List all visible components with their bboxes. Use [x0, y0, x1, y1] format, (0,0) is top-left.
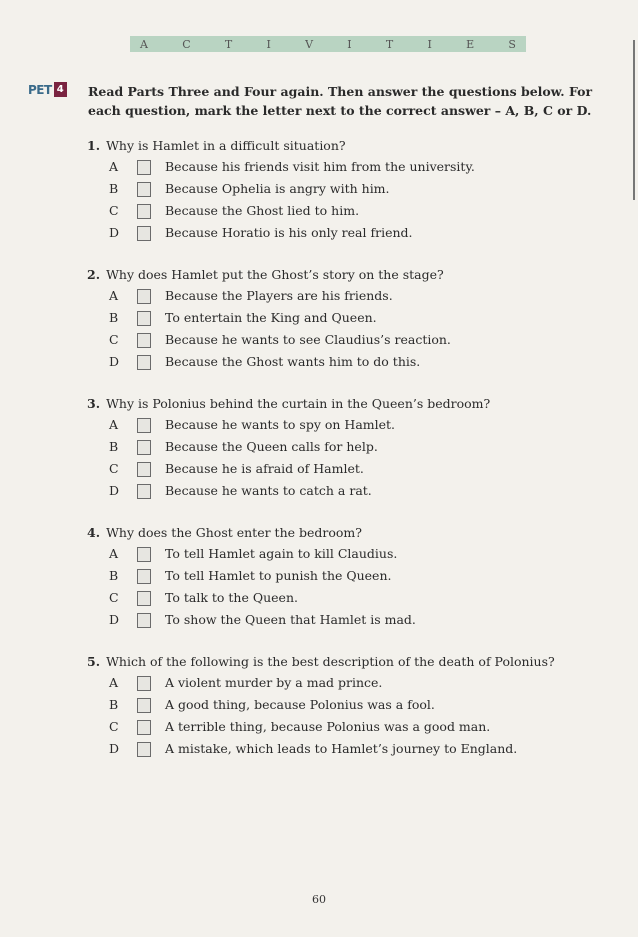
answer-option[interactable] [87, 738, 597, 760]
option-letter: C [109, 590, 119, 605]
answer-option[interactable] [87, 672, 597, 694]
answer-checkbox[interactable] [137, 742, 151, 757]
option-letter: C [109, 332, 119, 347]
answer-option[interactable] [87, 307, 597, 329]
banner-letter: I [347, 37, 352, 51]
banner-letter: I [266, 37, 271, 51]
answer-option[interactable] [87, 222, 597, 244]
option-text: A mistake, which leads to Hamlet’s journey to England. [165, 741, 518, 756]
question-number: 3. [87, 396, 101, 411]
banner-letter: T [224, 37, 233, 51]
banner-letter: T [385, 37, 394, 51]
answer-option[interactable] [87, 200, 597, 222]
option-text: Because he wants to see Claudius’s reaction. [165, 332, 451, 347]
option-text: To tell Hamlet again to kill Claudius. [165, 546, 398, 561]
question-5 [87, 652, 597, 760]
option-text: Because the Ghost lied to him. [165, 203, 360, 218]
answer-option[interactable] [87, 587, 597, 609]
option-text: Because his friends visit him from the university. [165, 159, 475, 174]
option-text: Because he wants to spy on Hamlet. [165, 417, 396, 432]
question-number: 4. [87, 525, 101, 540]
option-text: Because Horatio is his only real friend. [165, 225, 413, 240]
question-1 [87, 136, 597, 244]
answer-checkbox[interactable] [137, 311, 151, 326]
answer-option[interactable] [87, 414, 597, 436]
answer-checkbox[interactable] [137, 289, 151, 304]
question-text [87, 652, 597, 672]
option-text: A violent murder by a mad prince. [165, 675, 383, 690]
exercise-number-badge: 4 [54, 82, 67, 97]
banner-letter: V [305, 37, 314, 51]
option-letter: C [109, 203, 119, 218]
option-letter: D [109, 741, 120, 756]
answer-option[interactable] [87, 565, 597, 587]
banner-letter: I [427, 37, 432, 51]
option-letter: A [109, 159, 119, 174]
instructions-text: Read Parts Three and Four again. Then answer the questions below. For each question, mark the letter next to the correct answer – A, B, C or D. [88, 84, 593, 118]
option-text: To show the Queen that Hamlet is mad. [165, 612, 416, 627]
question-prompt: Why is Hamlet in a difficult situation? [106, 138, 346, 153]
question-text [87, 265, 597, 285]
option-text: Because the Queen calls for help. [165, 439, 378, 454]
answer-checkbox[interactable] [137, 333, 151, 348]
answer-option[interactable] [87, 716, 597, 738]
option-letter: D [109, 612, 120, 627]
option-letter: A [109, 417, 119, 432]
option-text: A terrible thing, because Polonius was a good man. [165, 719, 491, 734]
activities-banner [130, 36, 526, 52]
answer-option[interactable] [87, 178, 597, 200]
pet-badge-text: PET [28, 82, 52, 97]
answer-option[interactable] [87, 458, 597, 480]
option-letter: B [109, 568, 119, 583]
question-prompt: Which of the following is the best description of the death of Polonius? [106, 654, 555, 669]
option-text: To talk to the Queen. [165, 590, 298, 605]
option-text: To entertain the King and Queen. [165, 310, 377, 325]
question-number: 2. [87, 267, 101, 282]
question-prompt: Why does the Ghost enter the bedroom? [106, 525, 362, 540]
answer-option[interactable] [87, 156, 597, 178]
answer-option[interactable] [87, 329, 597, 351]
answer-checkbox[interactable] [137, 676, 151, 691]
answer-checkbox[interactable] [137, 182, 151, 197]
answer-checkbox[interactable] [137, 440, 151, 455]
option-text: Because he wants to catch a rat. [165, 483, 372, 498]
answer-option[interactable] [87, 351, 597, 373]
option-text: Because the Ghost wants him to do this. [165, 354, 421, 369]
option-letter: C [109, 719, 119, 734]
answer-option[interactable] [87, 694, 597, 716]
banner-letter: E [466, 37, 475, 51]
question-text [87, 136, 597, 156]
option-text: Because he is afraid of Hamlet. [165, 461, 364, 476]
option-text: To tell Hamlet to punish the Queen. [165, 568, 392, 583]
banner-letter: C [182, 37, 191, 51]
question-list [87, 136, 597, 781]
question-3 [87, 394, 597, 502]
banner-letter: A [140, 37, 148, 51]
answer-checkbox[interactable] [137, 462, 151, 477]
answer-checkbox[interactable] [137, 547, 151, 562]
option-letter: B [109, 181, 119, 196]
answer-checkbox[interactable] [137, 698, 151, 713]
question-2 [87, 265, 597, 373]
option-text: A good thing, because Polonius was a fool. [165, 697, 435, 712]
answer-checkbox[interactable] [137, 418, 151, 433]
option-letter: B [109, 310, 119, 325]
option-letter: B [109, 697, 119, 712]
answer-option[interactable] [87, 436, 597, 458]
answer-checkbox[interactable] [137, 160, 151, 175]
option-letter: A [109, 288, 119, 303]
answer-checkbox[interactable] [137, 204, 151, 219]
answer-checkbox[interactable] [137, 591, 151, 606]
option-letter: D [109, 483, 120, 498]
answer-checkbox[interactable] [137, 613, 151, 628]
answer-checkbox[interactable] [137, 484, 151, 499]
banner-letter: S [508, 37, 516, 51]
question-text [87, 523, 597, 543]
pet-badge [28, 82, 67, 97]
answer-option[interactable] [87, 543, 597, 565]
question-4 [87, 523, 597, 631]
page-number: 60 [312, 893, 326, 906]
answer-checkbox[interactable] [137, 720, 151, 735]
answer-checkbox[interactable] [137, 569, 151, 584]
option-letter: C [109, 461, 119, 476]
question-prompt: Why does Hamlet put the Ghost’s story on the stage? [106, 267, 444, 282]
answer-option[interactable] [87, 609, 597, 631]
question-text [87, 394, 597, 414]
answer-option[interactable] [87, 480, 597, 502]
question-number: 5. [87, 654, 101, 669]
option-letter: D [109, 225, 120, 240]
answer-checkbox[interactable] [137, 355, 151, 370]
option-letter: A [109, 675, 119, 690]
option-text: Because the Players are his friends. [165, 288, 393, 303]
option-letter: A [109, 546, 119, 561]
answer-checkbox[interactable] [137, 226, 151, 241]
question-number: 1. [87, 138, 101, 153]
question-prompt: Why is Polonius behind the curtain in the Queen’s bedroom? [106, 396, 491, 411]
option-text: Because Ophelia is angry with him. [165, 181, 390, 196]
option-letter: B [109, 439, 119, 454]
answer-option[interactable] [87, 285, 597, 307]
option-letter: D [109, 354, 120, 369]
page-edge-rule [633, 40, 635, 200]
